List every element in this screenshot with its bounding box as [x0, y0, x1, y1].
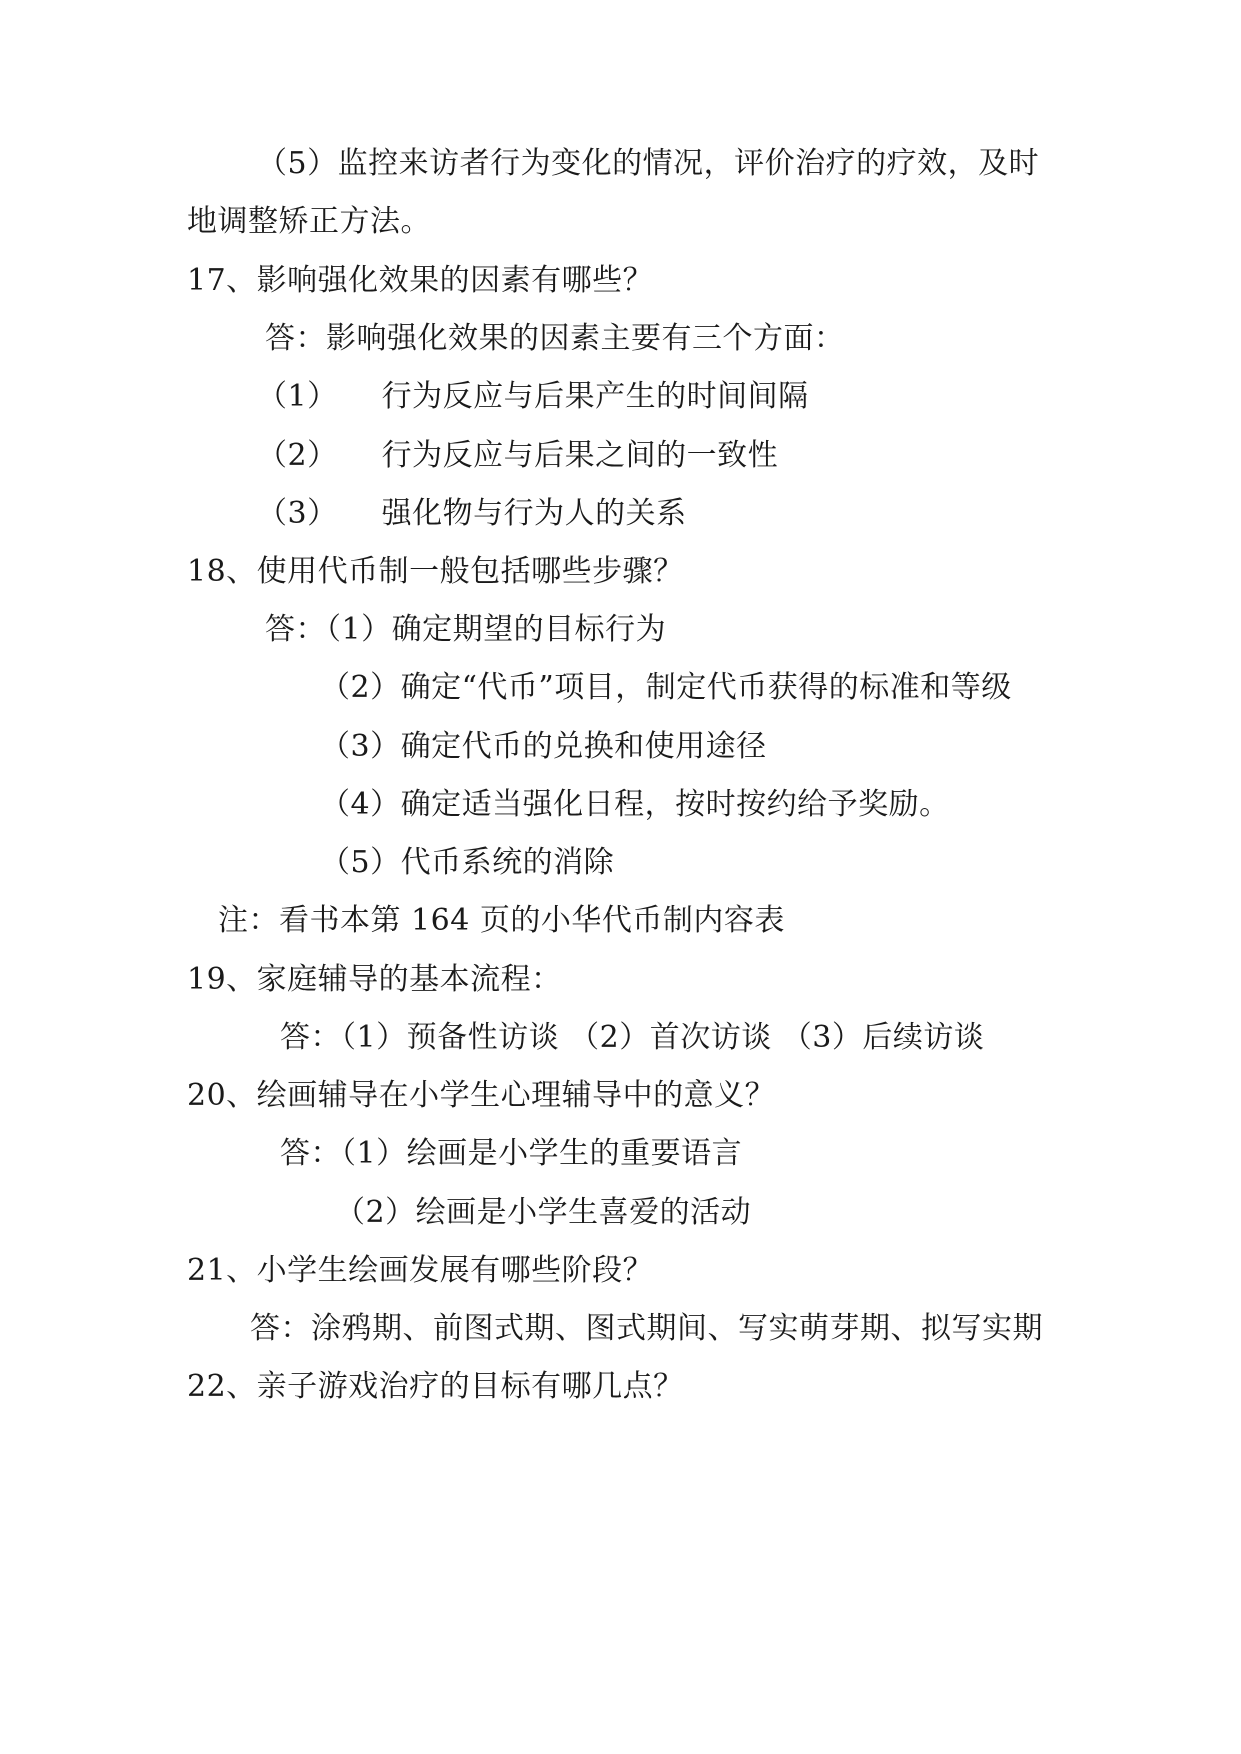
- answer-line: （2）确定“代币”项目，制定代币获得的标准和等级: [320, 670, 1012, 705]
- note-line: 注：看书本第 164 页的小华代币制内容表: [218, 903, 785, 938]
- list-text: 强化物与行为人的关系: [381, 496, 687, 531]
- answer-line: （4）确定适当强化日程，按时按约给予奖励。: [320, 787, 950, 822]
- answer-line: 答：（1）绘画是小学生的重要语言: [280, 1136, 743, 1171]
- list-item: [257, 379, 809, 415]
- answer-line: 答：涂鸦期、前图式期、图式期间、写实萌芽期、拟写实期: [250, 1311, 1043, 1346]
- answer-line: （3）确定代币的兑换和使用途径: [320, 729, 767, 764]
- question-heading: 21、小学生绘画发展有哪些阶段？: [187, 1253, 654, 1288]
- question-heading: 18、使用代币制一般包括哪些步骤？: [187, 554, 684, 589]
- paragraph-line: 地调整矫正方法。: [187, 204, 431, 239]
- question-heading: 19、家庭辅导的基本流程：: [187, 962, 562, 997]
- list-item: [257, 438, 778, 474]
- list-item: [257, 496, 687, 532]
- list-text: 行为反应与后果产生的时间间隔: [381, 379, 809, 414]
- answer-line: 答：（1）预备性访谈 （2）首次访谈 （3）后续访谈: [280, 1020, 985, 1055]
- question-heading: 20、绘画辅导在小学生心理辅导中的意义？: [187, 1078, 776, 1113]
- answer-line: （2）绘画是小学生喜爱的活动: [335, 1195, 752, 1230]
- answer-line: 答：影响强化效果的因素主要有三个方面：: [265, 321, 845, 356]
- list-number: （2）: [257, 438, 338, 473]
- question-heading: 17、影响强化效果的因素有哪些？: [187, 263, 654, 298]
- paragraph-line: （5）监控来访者行为变化的情况，评价治疗的疗效，及时: [257, 146, 1040, 181]
- list-number: （1）: [257, 379, 338, 414]
- answer-line: 答：（1）确定期望的目标行为: [265, 612, 667, 647]
- question-heading: 22、亲子游戏治疗的目标有哪几点？: [187, 1369, 684, 1404]
- list-number: （3）: [257, 496, 338, 531]
- list-text: 行为反应与后果之间的一致性: [381, 438, 779, 473]
- answer-line: （5）代币系统的消除: [320, 845, 615, 880]
